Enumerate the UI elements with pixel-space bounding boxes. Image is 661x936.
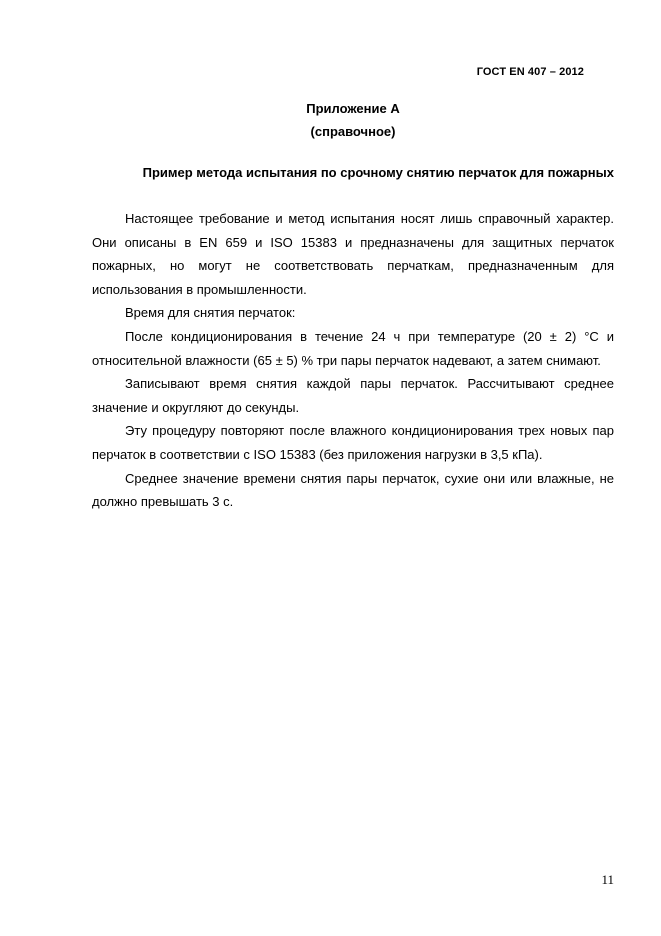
paragraph: Записывают время снятия каждой пары перчаток. Рассчитывают среднее значение и округляют до секунды. <box>92 376 614 415</box>
paragraph: Настоящее требование и метод испытания носят лишь справочный характер. Они описаны в EN 659 и ISO 15383 и предназначены для защитных перчаток пожарных, но могут не соответствовать перчаткам, предназначенным для использования в промышленности. <box>92 211 614 297</box>
body-text <box>92 207 614 514</box>
section-title: Пример метода испытания по срочному снятию перчаток для пожарных <box>142 165 614 180</box>
paragraph: Время для снятия перчаток: <box>125 305 296 321</box>
paragraph: Среднее значение времени снятия пары перчаток, сухие они или влажные, не должно превышать 3 с. <box>92 470 614 510</box>
paragraph: Эту процедуру повторяют после влажного кондиционирования трех новых пар перчаток в соответствии с ISO 15383 (без приложения нагрузки в 3,5 кПа). <box>92 423 614 462</box>
paragraph: После кондиционирования в течение 24 ч при температуре (20 ± 2) °С и относительной влажности (65 ± 5) % три пары перчаток надевают, а затем снимают. <box>92 328 614 368</box>
page-number: 11 <box>601 872 614 887</box>
appendix-subtitle: (справочное) <box>310 124 396 139</box>
standard-code: ГОСТ EN 407 – 2012 <box>476 66 584 78</box>
appendix-title: Приложение А <box>306 101 400 116</box>
